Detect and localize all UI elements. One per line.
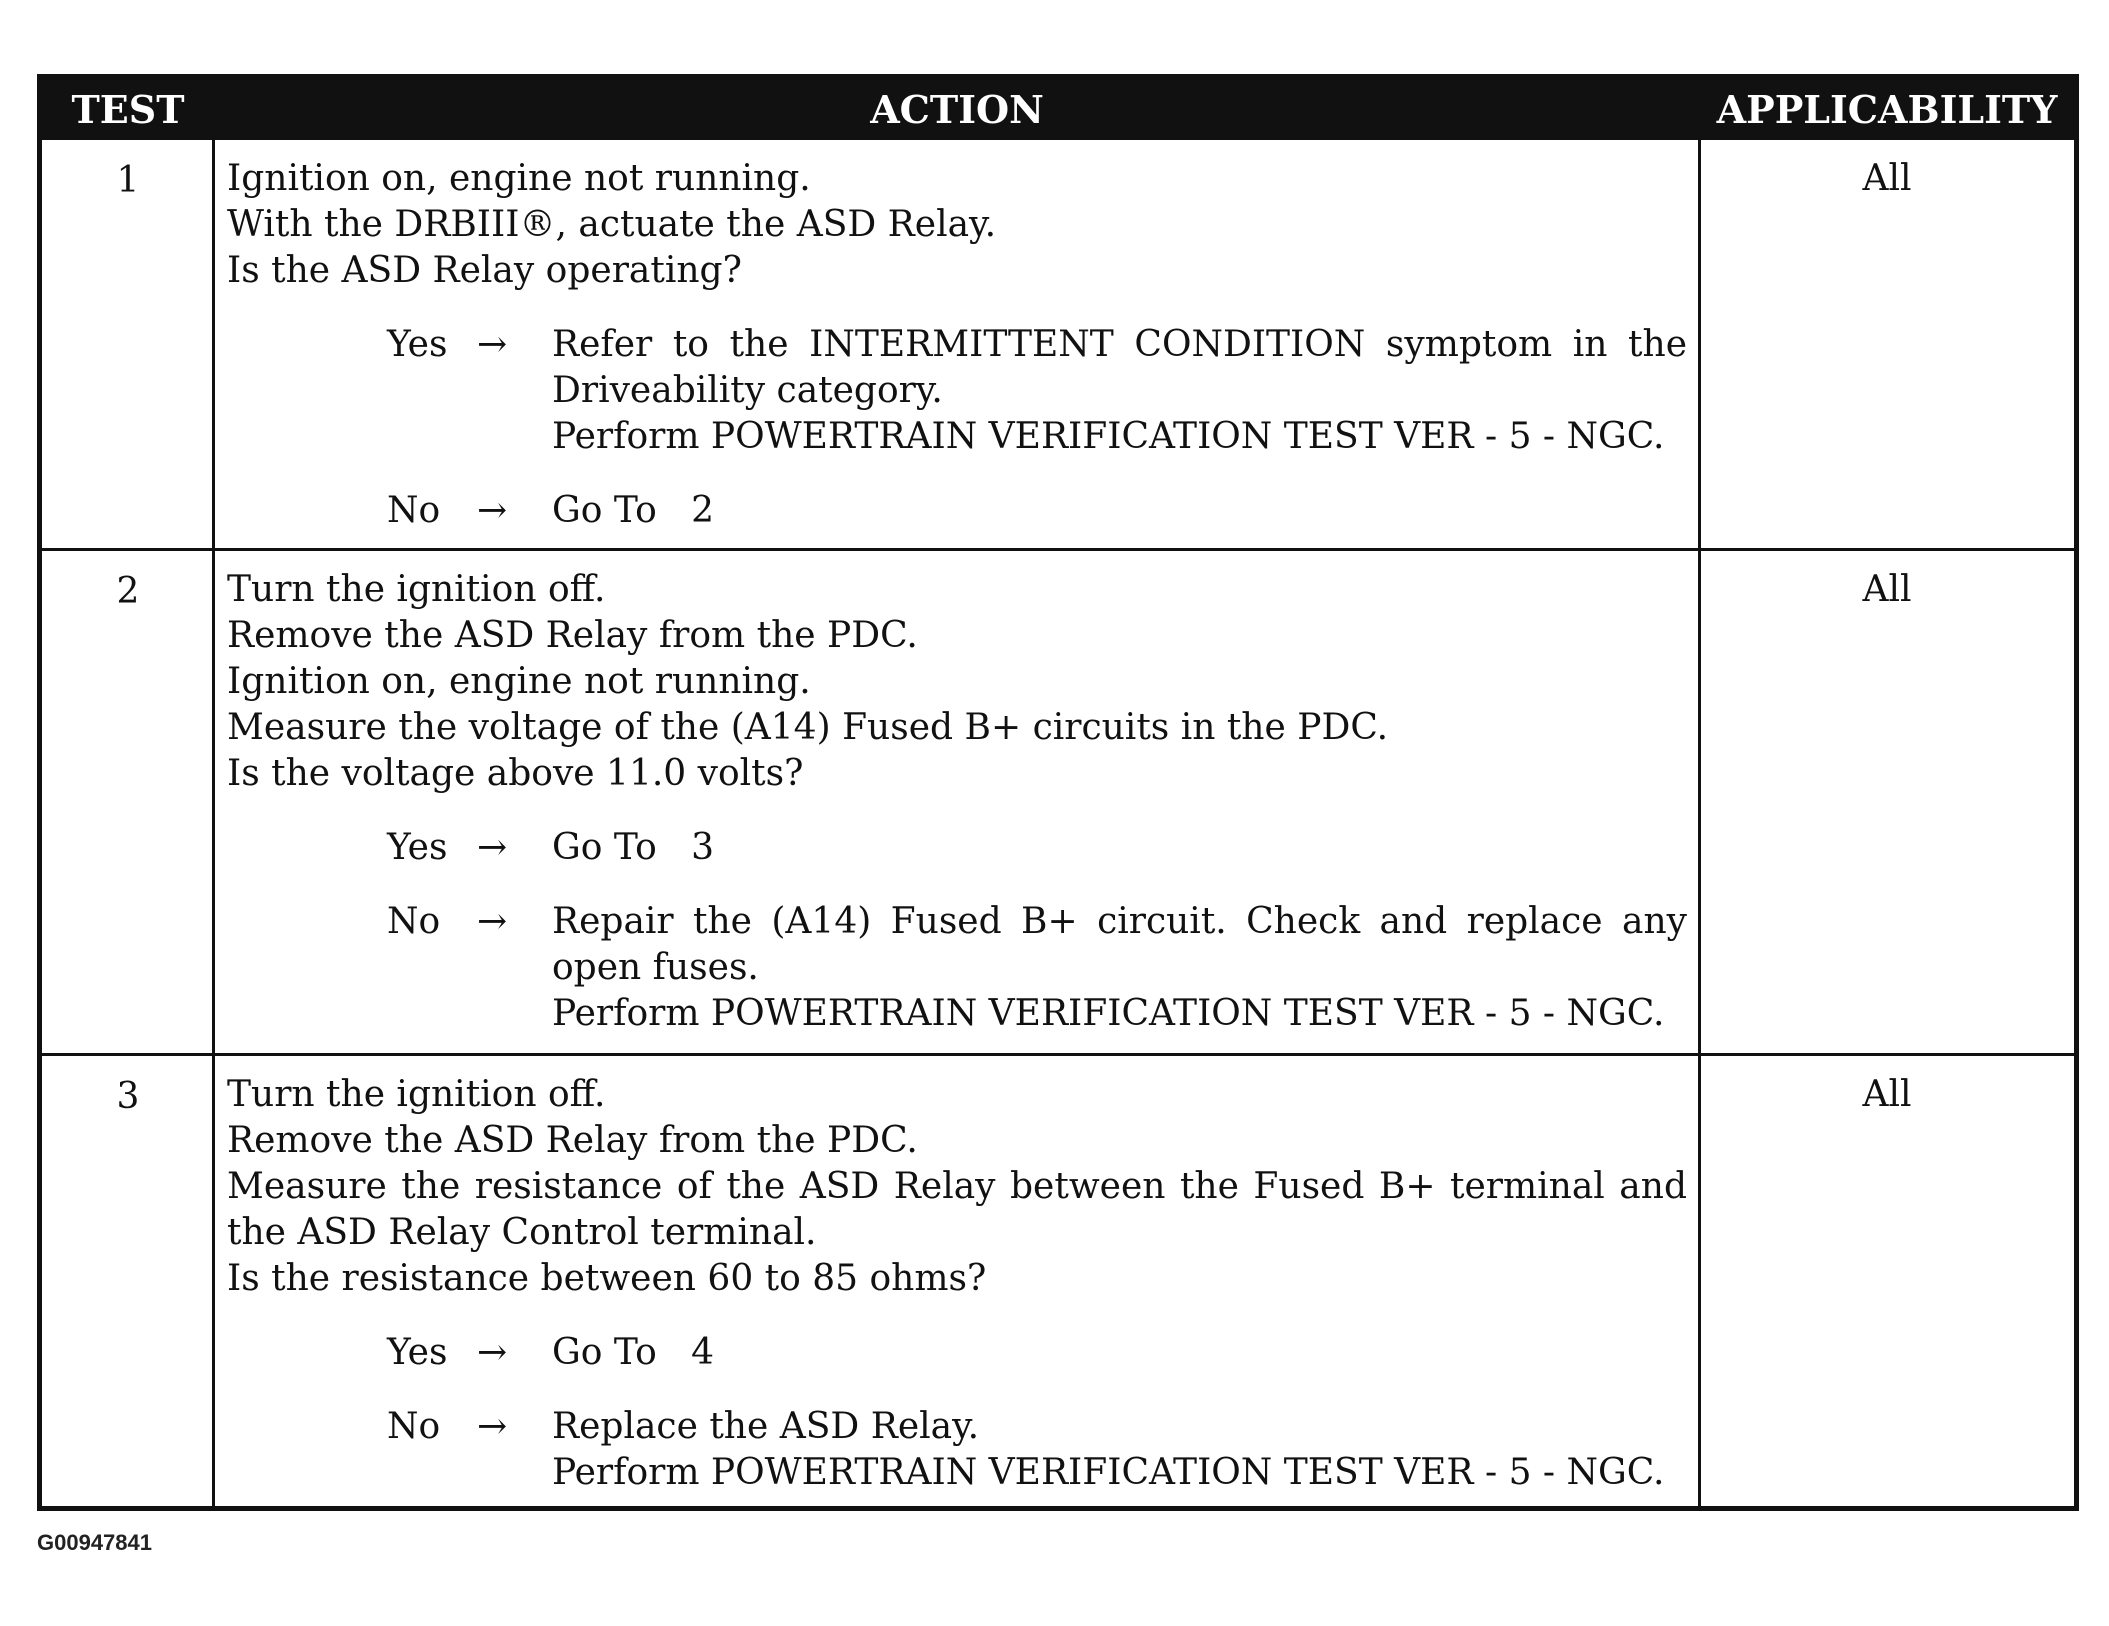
test-number: 2 — [116, 571, 140, 612]
action-cell — [227, 567, 1687, 1037]
instruction-line: Remove the ASD Relay from the PDC. — [227, 1120, 918, 1161]
branch-no — [227, 1404, 1687, 1496]
test-number: 3 — [116, 1076, 140, 1117]
branch-label: Yes — [387, 827, 448, 868]
branch-text — [552, 1330, 1687, 1376]
branch-label: No — [387, 901, 441, 942]
arrow-right-icon: → — [477, 324, 508, 365]
instruction-line: With the DRBIII®, actuate the ASD Relay. — [227, 204, 997, 245]
branch-line: Perform POWERTRAIN VERIFICATION TEST VER - 5 - NGC. — [552, 416, 1665, 457]
instruction-line: Remove the ASD Relay from the PDC. — [227, 615, 918, 656]
branch-line: Go To 2 — [552, 490, 714, 531]
applicability-value: All — [1862, 158, 1912, 199]
branch-line: Go To 4 — [552, 1332, 714, 1373]
branch-label: Yes — [387, 1332, 448, 1373]
branch-text — [552, 899, 1687, 1037]
instruction-line: Ignition on, engine not running. — [227, 661, 811, 702]
table-row-test-1 — [42, 140, 2074, 548]
header-test: TEST — [71, 87, 185, 132]
branch-label: No — [387, 1406, 441, 1447]
arrow-right-icon: → — [477, 1332, 508, 1373]
branch-text — [552, 488, 1687, 534]
table-row-test-3 — [42, 1056, 2074, 1506]
instruction-line: Measure the resistance of the ASD Relay between the Fused B+ terminal and the ASD Relay Control terminal. — [227, 1166, 1687, 1253]
table-row-test-2 — [42, 551, 2074, 1053]
applicability-value: All — [1862, 569, 1912, 610]
action-cell — [227, 156, 1687, 534]
branch-text — [552, 322, 1687, 460]
diagnostic-test-table — [37, 74, 2079, 1511]
branch-no — [227, 488, 1687, 534]
branch-label: No — [387, 490, 441, 531]
branch-yes — [227, 825, 1687, 871]
branch-line: Replace the ASD Relay. — [552, 1406, 980, 1447]
arrow-right-icon: → — [477, 901, 508, 942]
header-applicability: APPLICABILITY — [1716, 87, 2058, 132]
instruction-line: Is the voltage above 11.0 volts? — [227, 753, 804, 794]
arrow-right-icon: → — [477, 1406, 508, 1447]
test-number: 1 — [116, 160, 140, 201]
branch-text — [552, 1404, 1687, 1496]
instruction-line: Measure the voltage of the (A14) Fused B+ circuits in the PDC. — [227, 707, 1389, 748]
applicability-value: All — [1862, 1074, 1912, 1115]
instruction-line: Is the resistance between 60 to 85 ohms? — [227, 1258, 987, 1299]
instruction-line: Ignition on, engine not running. — [227, 158, 811, 199]
branch-no — [227, 899, 1687, 1037]
branch-label: Yes — [387, 324, 448, 365]
branch-line: Refer to the INTERMITTENT CONDITION symptom in the Driveability category. — [552, 324, 1687, 411]
branch-line: Perform POWERTRAIN VERIFICATION TEST VER - 5 - NGC. — [552, 993, 1665, 1034]
action-cell — [227, 1072, 1687, 1496]
header-action: ACTION — [870, 87, 1044, 132]
figure-code: G00947841 — [37, 1530, 152, 1555]
branch-text — [552, 825, 1687, 871]
branch-line: Go To 3 — [552, 827, 714, 868]
branch-line: Perform POWERTRAIN VERIFICATION TEST VER - 5 - NGC. — [552, 1452, 1665, 1493]
instruction-line: Turn the ignition off. — [227, 569, 606, 610]
arrow-right-icon: → — [477, 490, 508, 531]
branch-line: Repair the (A14) Fused B+ circuit. Check and replace any open fuses. — [552, 901, 1687, 988]
instruction-line: Is the ASD Relay operating? — [227, 250, 742, 291]
branch-yes — [227, 322, 1687, 460]
arrow-right-icon: → — [477, 827, 508, 868]
branch-yes — [227, 1330, 1687, 1376]
instruction-line: Turn the ignition off. — [227, 1074, 606, 1115]
table-header — [42, 79, 2074, 140]
